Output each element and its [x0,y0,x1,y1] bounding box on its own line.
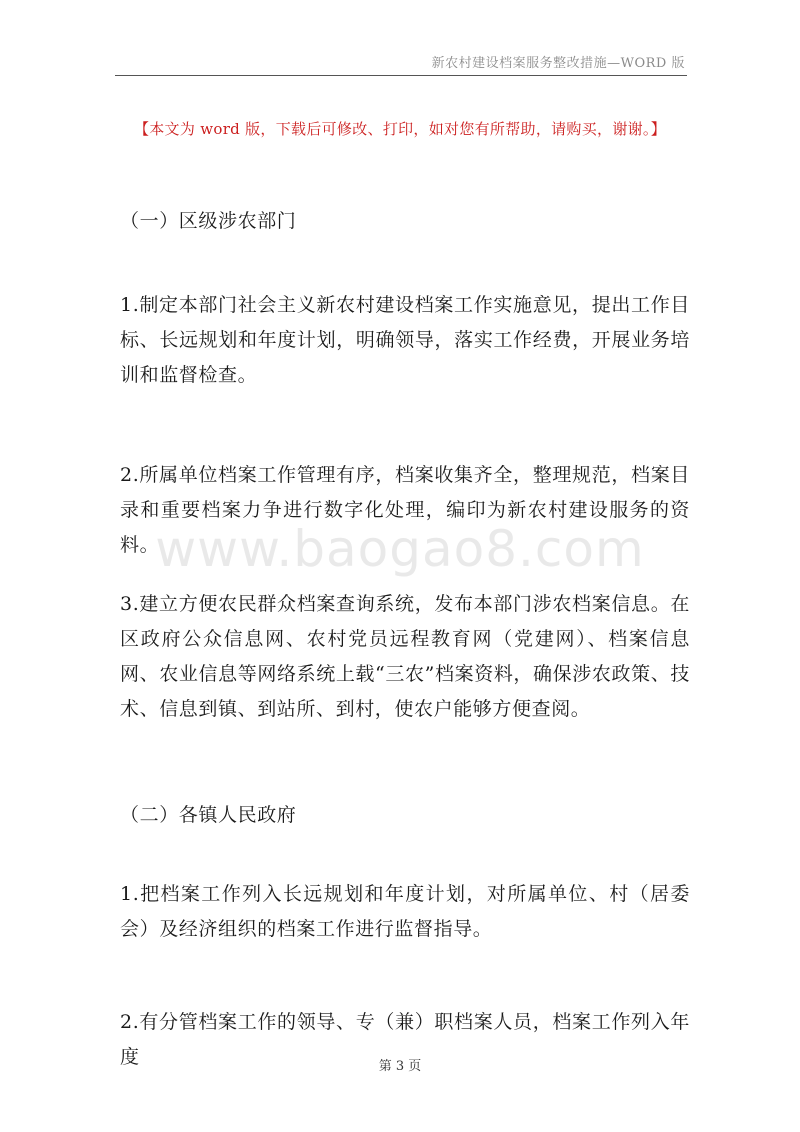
paragraph-town-item-1: 1.把档案工作列入长远规划和年度计划，对所属单位、村（居委会）及经济组织的档案工作进行监督指导。 [120,883,690,940]
page-header [0,0,800,78]
paragraph-district-item-2: 2.所属单位档案工作管理有序，档案收集齐全，整理规范，档案目录和重要档案力争进行数字化处理，编印为新农村建设服务的资料。 [120,464,690,556]
paragraph-town-item-2: 2.有分管档案工作的领导、专（兼）职档案人员，档案工作列入年度 [120,1011,690,1068]
paragraph-district-item-3: 3.建立方便农民群众档案查询系统，发布本部门涉农档案信息。在区政府公众信息网、农村党员远程教育网（党建网）、档案信息网、农业信息等网络系统上载“三农”档案资料，确保涉农政策、技术、信息到镇、到站所、到村，使农户能够方便查阅。 [120,593,690,720]
watermark-text: www.baogao8.com [155,520,645,578]
download-notice: 【本文为 word 版，下载后可修改、打印，如对您有所帮助，请购买，谢谢。】 [133,120,667,138]
paragraph-district-item-1: 1.制定本部门社会主义新农村建设档案工作实施意见，提出工作目标、长远规划和年度计划，明确领导，落实工作经费，开展业务培训和监督检查。 [120,294,690,386]
section-heading-district: （一）区级涉农部门 [120,210,297,232]
section-heading-town: （二）各镇人民政府 [120,804,297,826]
page-number: 第 3 页 [378,1059,422,1074]
header-title: 新农村建设档案服务整改措施—WORD 版 [431,56,685,71]
header-divider [115,75,687,76]
